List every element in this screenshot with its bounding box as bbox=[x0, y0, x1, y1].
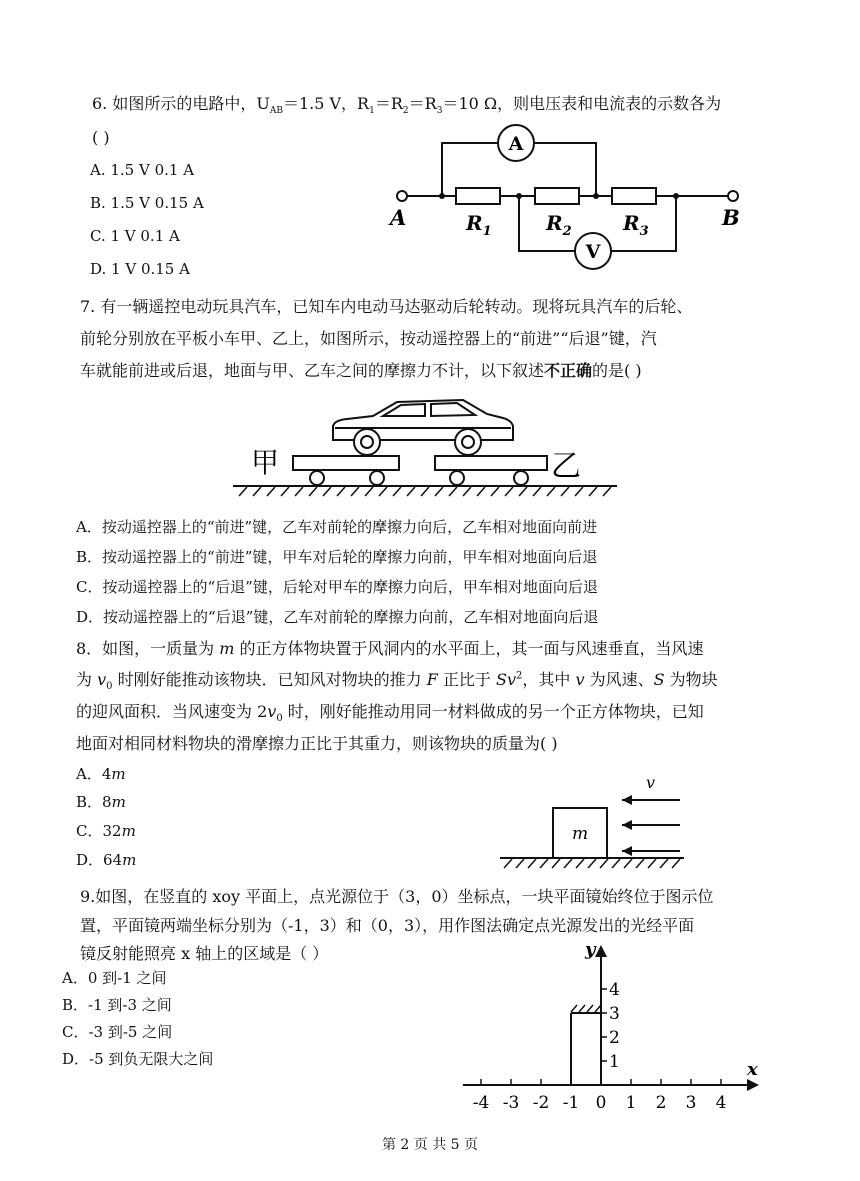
q8-stem-line1 bbox=[76, 636, 704, 659]
y-tick-label: 4 bbox=[609, 980, 620, 1000]
y-tick-label: 2 bbox=[609, 1028, 620, 1048]
x-tick-label: -2 bbox=[532, 1093, 550, 1113]
wind-arrow-icon bbox=[622, 846, 632, 856]
q8-var-v0: v bbox=[267, 702, 277, 721]
q6-stem-part: ＝1.5 V，R bbox=[282, 94, 370, 113]
q9-coordinate-figure bbox=[455, 935, 775, 1120]
terminal-b-label: B bbox=[722, 205, 740, 230]
q9-option-b: B．-1 到-3 之间 bbox=[62, 996, 172, 1014]
q6-sub-1: 1 bbox=[369, 106, 375, 117]
q6-sub-2: 2 bbox=[402, 106, 409, 117]
q8-stem-part: 为风速、 bbox=[584, 670, 654, 689]
y-tick-label: 1 bbox=[609, 1052, 620, 1072]
q8-stem-part: 为 bbox=[76, 670, 98, 689]
q6-option-b: B. 1.5 V 0.15 A bbox=[90, 194, 204, 212]
q8-var-s: S bbox=[653, 670, 665, 689]
q6-stem-part: ＝R bbox=[374, 94, 403, 113]
r2-label: $R_2$ bbox=[546, 211, 572, 239]
y-tick-label: 3 bbox=[609, 1004, 620, 1024]
q8-option-label: D．64 bbox=[76, 851, 123, 869]
resistor-r3 bbox=[612, 188, 656, 204]
resistor-r1 bbox=[456, 188, 500, 204]
q6-stem bbox=[92, 91, 721, 116]
q8-option-var: m bbox=[122, 851, 137, 869]
q7-stem-line2: 前轮分别放在平板小车甲、乙上，如图所示，按动遥控器上的“前进”“后退”键，汽 bbox=[80, 329, 657, 348]
q8-stem-part: 时，刚好能推动用同一材料做成的另一个正方体物块，已知 bbox=[282, 702, 704, 721]
ammeter-label: A bbox=[508, 133, 524, 155]
q7-toy-car-figure bbox=[225, 392, 625, 504]
q8-stem-line3 bbox=[76, 699, 704, 724]
q6-sub-3: 3 bbox=[436, 106, 443, 117]
q9-stem-line3: 镜反射能照亮 x 轴上的区域是（ ） bbox=[80, 944, 329, 963]
q6-stem-part: ＝R bbox=[408, 94, 437, 113]
q8-option-label: B．8 bbox=[76, 793, 112, 811]
page-footer: 第 2 页 共 5 页 bbox=[381, 1137, 479, 1153]
q6-answer-paren: ( ) bbox=[92, 128, 110, 147]
x-tick-label: 2 bbox=[655, 1093, 667, 1113]
resistor-r2 bbox=[535, 188, 579, 204]
r3-label: $R_3$ bbox=[623, 211, 649, 239]
terminal-b-icon bbox=[728, 191, 738, 201]
q8-stem-part: 的正方体物块置于风洞内的水平面上，其一面与风速垂直，当风速 bbox=[234, 639, 704, 658]
x-axis-label: x bbox=[747, 1059, 758, 1080]
q9-stem-line1: 9.如图，在竖直的 xoy 平面上，点光源位于（3，0）坐标点，一块平面镜始终位于图示位 bbox=[80, 887, 714, 906]
q8-option-var: m bbox=[111, 793, 126, 811]
q8-stem-part: 为物块 bbox=[664, 670, 718, 689]
q7-option-b: B．按动遥控器上的“前进”键，甲车对后轮的摩擦力向前，甲车相对地面向后退 bbox=[76, 548, 598, 566]
x-tick-label: 1 bbox=[625, 1093, 637, 1113]
wind-label: v bbox=[646, 773, 656, 792]
q8-option-var: m bbox=[121, 822, 136, 840]
q7-stem-part: 车就能前进或后退，地面与甲、乙车之间的摩擦力不计，以下叙述 bbox=[80, 361, 545, 380]
y-axis-label: y bbox=[585, 939, 596, 960]
x-tick-label: 3 bbox=[685, 1093, 697, 1113]
q8-stem-part: 时刚好能推动该物块．已知风对物块的推力 bbox=[112, 670, 427, 689]
wind-arrow-icon bbox=[622, 795, 632, 805]
q8-sub-0: 0 bbox=[276, 713, 283, 725]
q8-var-m: m bbox=[219, 639, 235, 658]
q8-stem-part: 的迎风面积．当风速变为 2 bbox=[76, 702, 268, 721]
q7-stem-line1: 7. 有一辆遥控电动玩具汽车，已知车内电动马达驱动后轮转动。现将玩具汽车的后轮、 bbox=[80, 297, 693, 316]
terminal-a-label: A bbox=[390, 205, 407, 230]
q7-option-d: D．按动遥控器上的“后退”键，乙车对前轮的摩擦力向前，乙车相对地面向后退 bbox=[76, 608, 599, 626]
x-tick-label: -4 bbox=[472, 1093, 490, 1113]
terminal-a-icon bbox=[397, 191, 407, 201]
q8-sub-0: 0 bbox=[106, 681, 113, 693]
q7-emphasis: 不正确 bbox=[544, 361, 593, 380]
cart-left-label: 甲 bbox=[251, 446, 280, 479]
q6-stem-part: ＝10 Ω，则电压表和电流表的示数各为 bbox=[442, 94, 722, 113]
q6-option-d: D. 1 V 0.15 A bbox=[90, 260, 190, 278]
voltmeter-label: V bbox=[585, 241, 601, 263]
x-tick-label: -3 bbox=[502, 1093, 520, 1113]
q8-wind-tunnel-figure bbox=[496, 772, 696, 872]
q7-stem-part: 的是( ) bbox=[592, 361, 642, 380]
q8-stem-line4: 地面对相同材料物块的滑摩擦力正比于其重力，则该物块的质量为( ) bbox=[76, 734, 558, 753]
q8-option-label: C．32 bbox=[76, 822, 122, 840]
q6-option-c: C. 1 V 0.1 A bbox=[90, 227, 180, 245]
q8-sup-2: 2 bbox=[516, 670, 523, 682]
q8-option-var: m bbox=[111, 765, 126, 783]
cart-left bbox=[293, 456, 399, 470]
q8-stem-part: 8．如图，一质量为 bbox=[76, 639, 220, 658]
q7-option-a: A．按动遥控器上的“前进”键，乙车对前轮的摩擦力向后，乙车相对地面向前进 bbox=[76, 518, 598, 536]
q7-option-c: C．按动遥控器上的“后退”键，后轮对甲车的摩擦力向后，甲车相对地面向后退 bbox=[76, 578, 598, 596]
x-tick-label: 0 bbox=[595, 1093, 607, 1113]
q8-var-sv2: Sv bbox=[496, 670, 516, 689]
q9-option-c: C．-3 到-5 之间 bbox=[62, 1023, 173, 1041]
q8-var-v0: v bbox=[97, 670, 107, 689]
q9-option-a: A．0 到-1 之间 bbox=[62, 969, 167, 987]
block-label: m bbox=[571, 824, 589, 844]
q8-option-b bbox=[76, 791, 126, 812]
q9-stem-line2: 置，平面镜两端坐标分别为（-1，3）和（0，3），用作图法确定点光源发出的光经平面 bbox=[80, 916, 695, 935]
q7-stem-line3 bbox=[80, 358, 642, 381]
q6-sub-ab: AB bbox=[269, 106, 283, 117]
cart-right bbox=[435, 456, 547, 470]
q6-stem-part: 6. 如图所示的电路中，U bbox=[92, 94, 270, 113]
y-axis-arrow-icon bbox=[595, 945, 607, 957]
wind-arrow-icon bbox=[622, 820, 632, 830]
cart-right-label: 乙 bbox=[551, 449, 581, 484]
q8-stem-part: 正比于 bbox=[437, 670, 496, 689]
q8-option-a bbox=[76, 763, 126, 784]
q8-var-v: v bbox=[575, 670, 585, 689]
q8-stem-line2 bbox=[76, 667, 718, 692]
q8-option-label: A．4 bbox=[76, 765, 112, 783]
q9-option-d: D．-5 到负无限大之间 bbox=[62, 1050, 214, 1068]
q8-stem-part: ，其中 bbox=[522, 670, 576, 689]
r1-label: $R_1$ bbox=[466, 211, 492, 239]
q6-circuit-diagram bbox=[380, 122, 760, 282]
q6-option-a: A. 1.5 V 0.1 A bbox=[90, 161, 195, 179]
q8-var-f: F bbox=[426, 670, 438, 689]
q8-option-c bbox=[76, 820, 136, 841]
x-tick-label: 4 bbox=[715, 1093, 727, 1113]
x-tick-label: -1 bbox=[562, 1093, 580, 1113]
q8-option-d bbox=[76, 849, 136, 870]
x-axis-arrow-icon bbox=[747, 1079, 759, 1091]
